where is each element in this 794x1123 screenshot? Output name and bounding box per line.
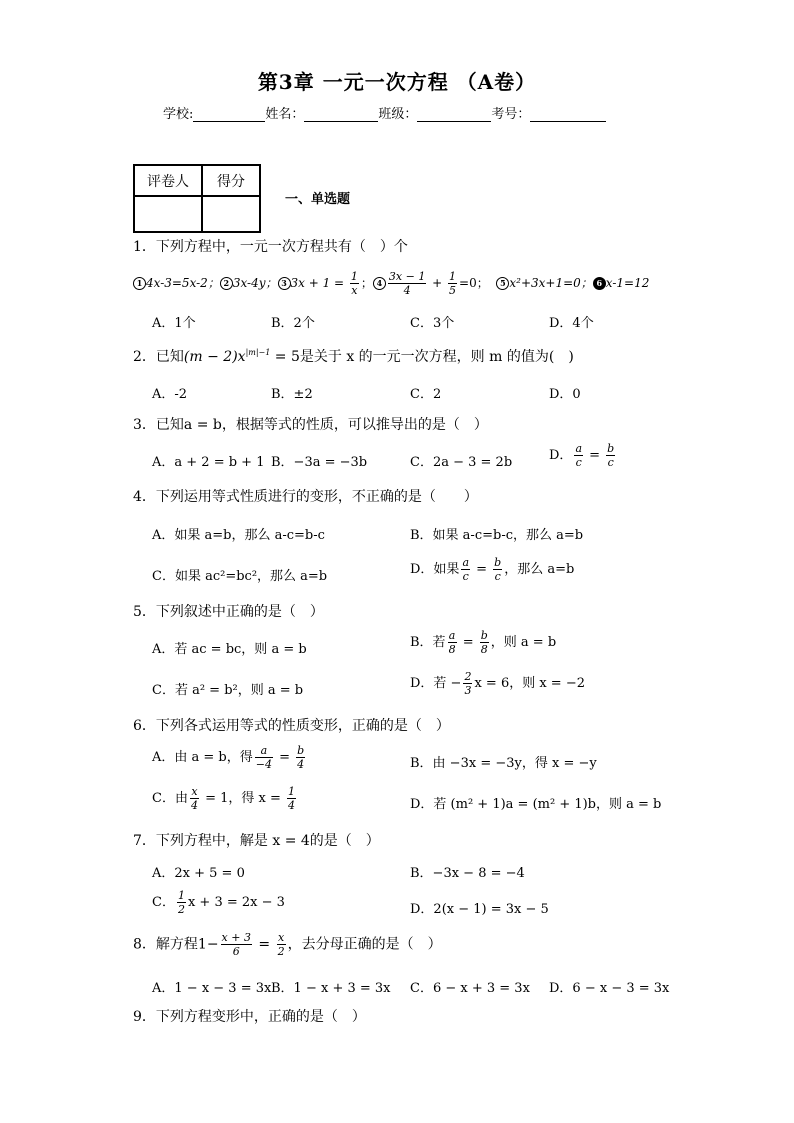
option-c[interactable]: C．若 a² = b²，则 a = b xyxy=(152,683,304,698)
item-6: x-1=12 xyxy=(605,276,650,290)
numerator: 3x − 1 xyxy=(388,270,426,283)
question-5-stem: 5．下列叙述中正确的是（ ） xyxy=(133,604,324,620)
stem-part: 2．已知 xyxy=(133,349,184,365)
fraction xyxy=(461,557,470,582)
item-5: x²+3x+1=0； xyxy=(509,276,593,290)
item-marker: 2 xyxy=(220,277,233,290)
option-b[interactable]: B．−3x − 8 = −4 xyxy=(410,866,525,881)
option-b[interactable]: B．1 − x + 3 = 3x xyxy=(271,981,391,996)
number-label: 考号： xyxy=(491,107,531,122)
class-field[interactable] xyxy=(417,107,491,122)
denominator: 4 xyxy=(403,284,411,297)
option-b[interactable]: B．由 −3x = −3y，得 x = −y xyxy=(410,756,597,771)
item-marker: 6 xyxy=(593,277,606,290)
option-a[interactable]: A．1 − x − 3 = 3x xyxy=(152,981,272,996)
option-b[interactable]: B．±2 xyxy=(271,387,313,402)
number-field[interactable] xyxy=(530,107,606,122)
numerator: 1 xyxy=(288,785,296,798)
item-4-tail: =0； xyxy=(459,276,489,290)
stem-part: = 5是关于 x 的一元一次方程，则 m 的值为( ) xyxy=(270,349,574,365)
denominator: −4 xyxy=(255,758,272,771)
name-label: 姓名： xyxy=(265,107,305,122)
question-9-stem: 9．下列方程变形中，正确的是（ ） xyxy=(133,1009,366,1025)
score-cell[interactable] xyxy=(202,196,260,232)
denominator: 3 xyxy=(464,684,472,697)
option-b[interactable]: B．−3a = −3b xyxy=(271,455,368,470)
denominator: 5 xyxy=(449,284,457,297)
fraction xyxy=(388,271,426,296)
equals: = xyxy=(585,448,605,463)
numerator: b xyxy=(607,442,615,455)
option-label: B．若 xyxy=(410,635,446,650)
option-tail: ，则 a = b xyxy=(490,635,557,650)
option-a[interactable] xyxy=(152,745,307,770)
fraction xyxy=(177,890,186,915)
page-title: 第3章 一元一次方程 （A卷） xyxy=(257,70,537,94)
denominator: 4 xyxy=(288,799,296,812)
fraction xyxy=(350,271,359,296)
numerator: x xyxy=(191,785,198,798)
item-2: 3x-4y； xyxy=(232,276,278,290)
numerator: 1 xyxy=(177,889,185,902)
option-c[interactable]: C．2 xyxy=(410,387,442,402)
fraction xyxy=(448,271,457,296)
option-tail: ，那么 a=b xyxy=(504,562,575,577)
option-d[interactable]: D．4个 xyxy=(549,316,594,331)
question-4-stem: 4．下列运用等式性质进行的变形，不正确的是（ ） xyxy=(133,489,478,505)
denominator: x xyxy=(351,284,358,297)
option-c[interactable]: C．2a − 3 = 2b xyxy=(410,455,513,470)
option-b[interactable] xyxy=(410,630,556,655)
option-a[interactable]: A．a + 2 = b + 1 xyxy=(152,455,265,470)
fraction xyxy=(493,557,502,582)
reviewer-header: 评卷人 xyxy=(134,165,202,196)
stem-part: ，去分母正确的是（ ） xyxy=(287,936,442,953)
option-a[interactable]: A．若 ac = bc，则 a = b xyxy=(152,642,307,657)
name-field[interactable] xyxy=(304,107,378,122)
fraction xyxy=(255,745,273,770)
reviewer-cell[interactable] xyxy=(134,196,202,232)
denominator: 2 xyxy=(177,903,185,916)
denominator: c xyxy=(607,456,614,469)
option-d[interactable] xyxy=(410,671,585,696)
option-d[interactable]: D．6 − x − 3 = 3x xyxy=(549,981,670,996)
exponent: |m|−1 xyxy=(245,348,271,357)
stem-part: 8．解方程1− xyxy=(133,936,219,953)
option-d[interactable]: D．若 (m² + 1)a = (m² + 1)b，则 a = b xyxy=(410,797,662,812)
option-d[interactable] xyxy=(549,443,617,468)
option-label: D．如果 xyxy=(410,562,460,577)
option-tail: x = 6，则 x = −2 xyxy=(474,676,585,691)
fraction xyxy=(287,786,296,811)
item-marker: 1 xyxy=(133,277,146,290)
equals: = xyxy=(458,635,478,650)
question-1-items xyxy=(133,271,649,296)
option-c[interactable]: C．3个 xyxy=(410,316,455,331)
option-middle: = 1，得 x = xyxy=(200,791,286,806)
fraction xyxy=(448,630,457,655)
equals: = xyxy=(253,936,275,953)
option-d[interactable]: D．2(x − 1) = 3x − 5 xyxy=(410,902,549,917)
equals: = xyxy=(472,562,492,577)
option-a[interactable]: A．-2 xyxy=(152,387,188,402)
school-field[interactable] xyxy=(193,107,265,122)
denominator: c xyxy=(462,570,469,583)
denominator: 8 xyxy=(448,643,456,656)
option-a[interactable]: A．如果 a=b，那么 a-c=b-c xyxy=(152,528,325,543)
fraction xyxy=(463,671,472,696)
stem-expression: (m − 2)x xyxy=(183,349,246,365)
section-heading: 一、单选题 xyxy=(285,192,351,207)
item-3: 3x + 1 = xyxy=(290,276,348,290)
item-marker: 4 xyxy=(373,277,386,290)
numerator: 1 xyxy=(350,270,358,283)
score-header: 得分 xyxy=(202,165,260,196)
separator: ； xyxy=(360,276,373,290)
fraction xyxy=(606,443,615,468)
option-c[interactable] xyxy=(152,890,285,915)
grader-table xyxy=(133,164,261,233)
numerator: 1 xyxy=(449,270,457,283)
numerator: 2 xyxy=(464,670,472,683)
option-a[interactable]: A．2x + 5 = 0 xyxy=(152,866,245,881)
item-marker: 3 xyxy=(278,277,291,290)
numerator: a xyxy=(575,442,582,455)
denominator: 6 xyxy=(232,945,240,958)
fraction xyxy=(480,630,489,655)
option-c[interactable] xyxy=(152,786,298,811)
option-d[interactable] xyxy=(410,557,574,582)
fraction xyxy=(221,932,252,957)
denominator: 8 xyxy=(480,643,488,656)
numerator: a xyxy=(448,629,456,642)
option-c[interactable]: C．6 − x + 3 = 3x xyxy=(410,981,530,996)
option-tail: x + 3 = 2x − 3 xyxy=(187,895,285,910)
option-label: C． xyxy=(152,895,175,910)
numerator: a xyxy=(462,556,469,569)
option-label: D． xyxy=(549,448,573,463)
question-3-stem: 3．已知a = b，根据等式的性质，可以推导出的是（ ） xyxy=(133,417,488,433)
question-1-stem: 1．下列方程中，一元一次方程共有（ ）个 xyxy=(133,239,408,255)
class-label: 班级： xyxy=(378,107,418,122)
fraction xyxy=(574,443,583,468)
item-1: 4x-3=5x-2； xyxy=(146,276,220,290)
option-label: C．由 xyxy=(152,791,188,806)
numerator: x + 3 xyxy=(221,931,251,944)
numerator: b xyxy=(480,629,488,642)
question-7-stem: 7．下列方程中，解是 x = 4的是（ ） xyxy=(133,833,380,849)
fraction xyxy=(277,932,286,957)
numerator: x xyxy=(278,931,285,944)
denominator: 4 xyxy=(297,758,305,771)
school-label: 学校: xyxy=(163,107,194,122)
option-d[interactable]: D．0 xyxy=(549,387,581,402)
numerator: b xyxy=(297,744,305,757)
option-c[interactable]: C．如果 ac²=bc²，那么 a=b xyxy=(152,569,328,584)
option-label: A．由 a = b，得 xyxy=(152,750,253,765)
plus: + xyxy=(428,276,447,290)
numerator: b xyxy=(494,556,502,569)
option-b[interactable]: B．如果 a-c=b-c，那么 a=b xyxy=(410,528,584,543)
fraction xyxy=(296,745,305,770)
fraction xyxy=(190,786,199,811)
equals: = xyxy=(274,750,295,765)
question-2-stem xyxy=(133,346,574,366)
question-6-stem: 6．下列各式运用等式的性质变形，正确的是（ ） xyxy=(133,718,450,734)
option-a[interactable]: A．1个 xyxy=(152,316,196,331)
option-b[interactable]: B．2个 xyxy=(271,316,315,331)
denominator: 2 xyxy=(277,945,285,958)
item-marker: 5 xyxy=(496,277,509,290)
option-label: D．若 − xyxy=(410,676,462,691)
denominator: c xyxy=(575,456,582,469)
student-info-line xyxy=(163,103,606,122)
denominator: 4 xyxy=(190,799,198,812)
numerator: a xyxy=(255,745,273,758)
question-8-stem xyxy=(133,932,442,957)
denominator: c xyxy=(494,570,501,583)
